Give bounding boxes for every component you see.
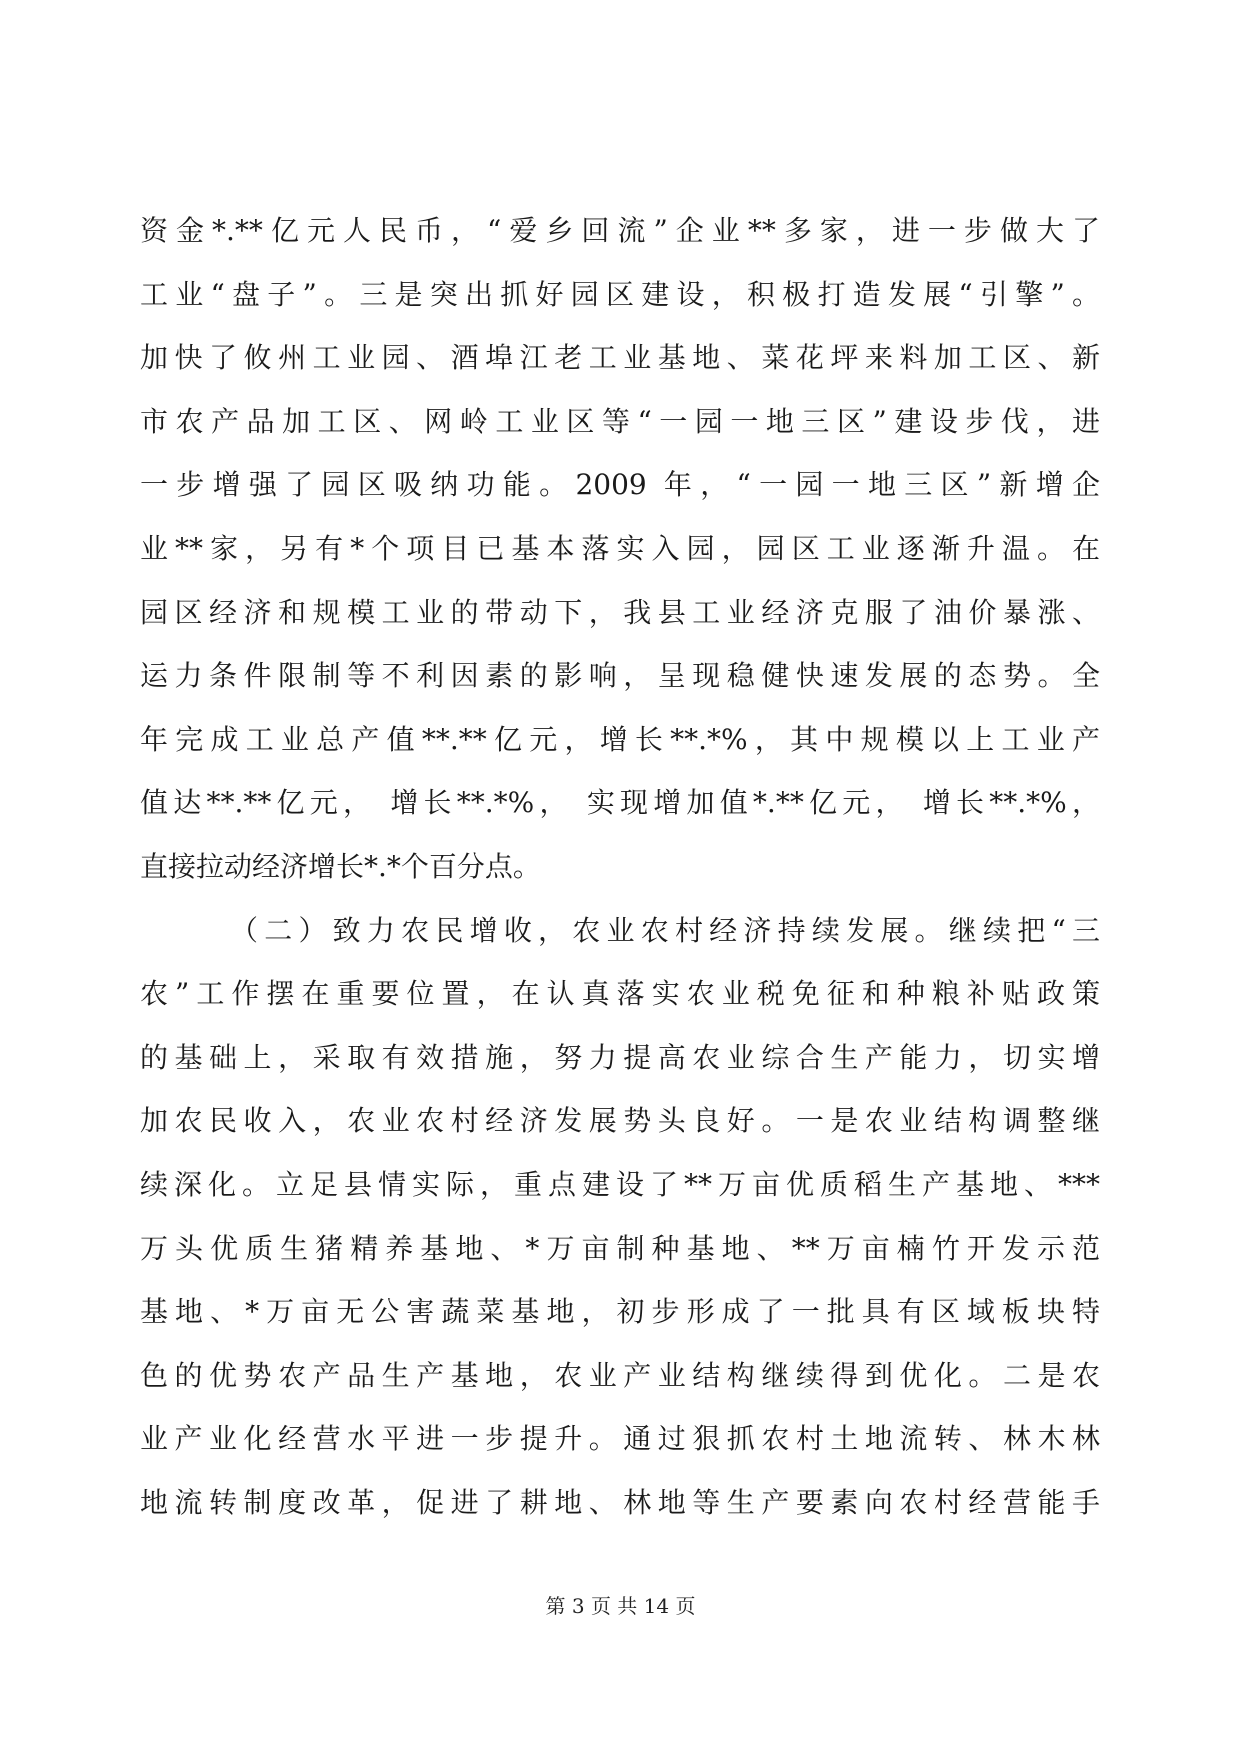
text-line: 工业“盘子”。三是突出抓好园区建设，积极打造发展“引擎”。 <box>140 277 1100 311</box>
paragraph <box>140 899 1100 1535</box>
paragraph <box>140 199 1100 899</box>
document-body <box>140 199 1100 1534</box>
text-line: 加农民收入，农业农村经济发展势头良好。一是农业结构调整继 <box>140 1104 1100 1138</box>
text-line: 色的优势农产品生产基地，农业产业结构继续得到优化。二是农 <box>140 1358 1100 1392</box>
text-line: 一步增强了园区吸纳功能。2009 年，“一园一地三区”新增企 <box>140 468 1100 502</box>
text-line: 业**家，另有*个项目已基本落实入园，园区工业逐渐升温。在 <box>140 531 1100 565</box>
text-line: 运力条件限制等不利因素的影响，呈现稳健快速发展的态势。全 <box>140 659 1100 693</box>
text-line: 业产业化经营水平进一步提升。通过狠抓农村土地流转、林木林 <box>140 1422 1100 1456</box>
text-line: 直接拉动经济增长*.*个百分点。 <box>140 849 541 883</box>
text-line: 续深化。立足县情实际，重点建设了**万亩优质稻生产基地、*** <box>140 1167 1100 1201</box>
text-line: （二）致力农民增收，农业农村经济持续发展。继续把“三 <box>230 913 1100 947</box>
text-line: 资金*.**亿元人民币，“爱乡回流”企业**多家，进一步做大了 <box>140 214 1100 247</box>
text-line: 值达**.**亿元， 增长**.*%， 实现增加值*.**亿元， 增长**.*%， <box>140 786 1100 820</box>
text-line: 万头优质生猪精养基地、*万亩制种基地、**万亩楠竹开发示范 <box>140 1231 1100 1265</box>
text-line: 市农产品加工区、网岭工业区等“一园一地三区”建设步伐，进 <box>140 404 1100 438</box>
text-line: 的基础上，采取有效措施，努力提高农业综合生产能力，切实增 <box>140 1040 1100 1074</box>
text-line: 园区经济和规模工业的带动下，我县工业经济克服了油价暴涨、 <box>140 595 1100 629</box>
text-line: 地流转制度改革，促进了耕地、林地等生产要素向农村经营能手 <box>140 1485 1100 1519</box>
text-line: 年完成工业总产值**.**亿元，增长**.*%，其中规模以上工业产 <box>140 722 1100 756</box>
text-line: 基地、*万亩无公害蔬菜基地，初步形成了一批具有区域板块特 <box>140 1295 1100 1329</box>
text-line: 加快了攸州工业园、酒埠江老工业基地、菜花坪来料加工区、新 <box>140 341 1100 375</box>
page-number-footer: 第 3 页 共 14 页 <box>545 1594 696 1618</box>
text-line: 农”工作摆在重要位置，在认真落实农业税免征和种粮补贴政策 <box>140 977 1100 1011</box>
